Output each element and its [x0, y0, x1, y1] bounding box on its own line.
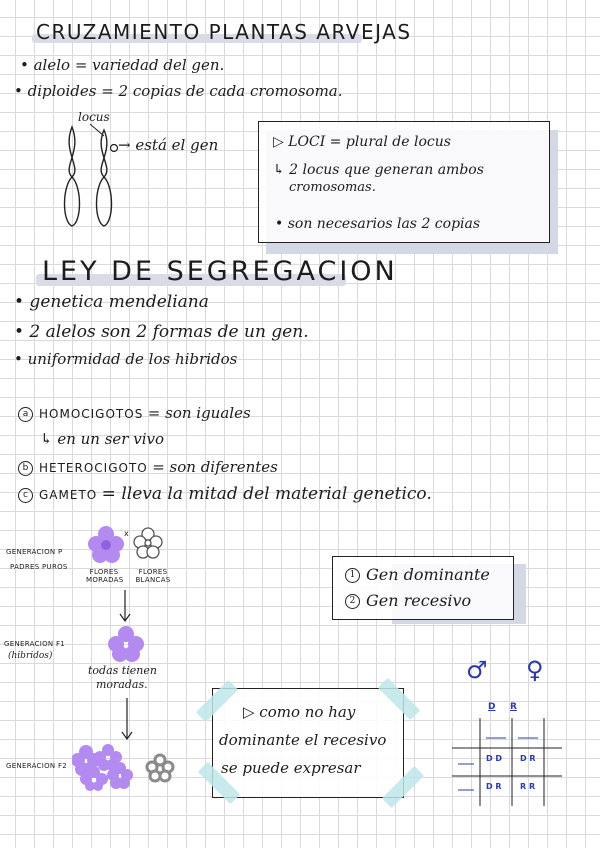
male-symbol-icon: ♂: [466, 656, 488, 684]
punnett-cell-2-2: R R: [520, 782, 536, 791]
loci-box-line3: cromosomas.: [289, 180, 376, 195]
generation-p-sub: PADRES PUROS: [10, 563, 68, 571]
arrow-down-icon: [118, 590, 132, 626]
term-gameto-word: GAMETO: [39, 488, 98, 502]
generation-f2-label: GENERACION F2: [6, 762, 68, 770]
marker-b: b: [18, 461, 33, 476]
purple-flower-icon: [88, 526, 124, 563]
f1-note-line2: moradas.: [96, 678, 148, 691]
arrow-down-icon-2: [120, 698, 134, 744]
f2-flowers: [72, 742, 182, 792]
segregation-point-2: • 2 alelos son 2 formas de un gen.: [14, 322, 309, 342]
segregation-point-3: • uniformidad de los hibridos: [14, 350, 238, 368]
punnett-header-r: R: [510, 702, 517, 712]
gene-box-item1: [345, 565, 490, 584]
generation-p-label: GENERACION P: [6, 548, 63, 556]
term-gameto-def: = lleva la mitad del material genetico.: [101, 484, 432, 504]
term-homocigotos-word: HOMOCIGOTOS: [39, 407, 144, 421]
term-heterocigoto-word: HETEROCIGOTO: [39, 461, 148, 475]
gene-box-marker-1: 1: [345, 568, 360, 583]
definition-diploides: • diploides = 2 copias de cada cromosoma.: [14, 82, 343, 100]
note-box-line3: se puede expresar: [221, 759, 361, 777]
female-symbol-icon: ♀: [526, 656, 544, 684]
loci-box-line1: ▷ LOCI = plural de locus: [273, 134, 451, 150]
generation-f1-sub: (hibridos): [8, 651, 53, 661]
f2-gray-flower-icon: [147, 755, 173, 781]
loci-box-line4: • son necesarios las 2 copias: [275, 216, 481, 232]
punnett-header-d: D: [488, 702, 496, 712]
white-flower-icon: [134, 528, 162, 558]
term-homocigotos: [18, 404, 251, 422]
marker-c: c: [18, 488, 33, 503]
loci-box-line2: ↳ 2 locus que generan ambos: [273, 162, 484, 178]
gene-box-marker-2: 2: [345, 594, 360, 609]
note-box: [212, 688, 404, 798]
punnett-cell-1-2: D R: [520, 754, 536, 763]
f1-purple-flower-icon: [106, 624, 146, 664]
punnett-grid: [450, 718, 570, 808]
note-box-line1: ▷ como no hay: [243, 703, 356, 721]
gene-box-item2: [345, 591, 471, 610]
marker-a: a: [18, 407, 33, 422]
punnett-cell-2-1: D R: [486, 782, 502, 791]
term-heterocigoto: [18, 458, 278, 476]
punnett-cell-1-1: D D: [486, 754, 503, 763]
definition-alelo: • alelo = variedad del gen.: [20, 56, 225, 74]
purple-flowers-label: FLORES MORADAS: [86, 568, 124, 584]
gene-box-item2-text: Gen recesivo: [366, 591, 472, 610]
gene-box: [332, 556, 514, 620]
gene-box-item1-text: Gen dominante: [366, 565, 490, 584]
parent-flowers: [86, 524, 166, 570]
term-homocigotos-def: = son iguales: [147, 404, 251, 422]
segregation-point-1: • genetica mendeliana: [14, 292, 209, 312]
svg-text:x: x: [124, 529, 129, 538]
locus-pointer-label: → está el gen: [118, 136, 219, 154]
page-title: CRUZAMIENTO PLANTAS ARVEJAS: [36, 20, 412, 44]
f1-note-line1: todas tienen: [88, 664, 157, 677]
note-box-line2: dominante el recesivo: [219, 731, 387, 749]
term-gameto: [18, 484, 432, 504]
locus-label: locus: [78, 110, 110, 124]
term-homocigotos-note: ↳ en un ser vivo: [40, 430, 165, 448]
loci-box: [258, 121, 550, 243]
term-heterocigoto-def: = son diferentes: [152, 458, 278, 476]
white-flowers-label: FLORES BLANCAS: [135, 568, 171, 584]
section-title: LEY DE SEGREGACION: [42, 256, 398, 287]
generation-f1-label: GENERACION F1: [4, 640, 66, 648]
